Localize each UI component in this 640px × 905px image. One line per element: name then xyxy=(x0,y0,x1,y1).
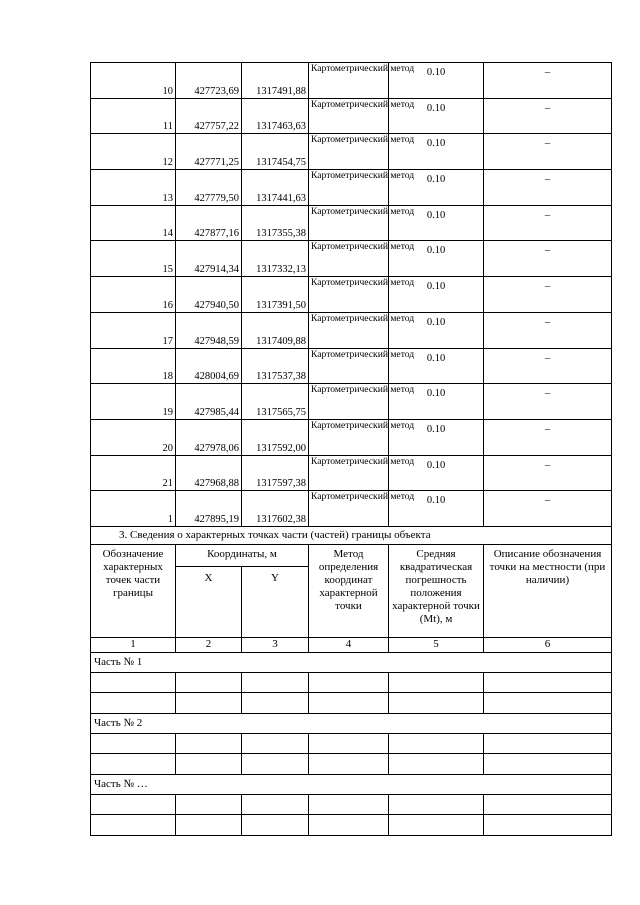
point-accuracy: 0.10 xyxy=(389,312,484,348)
empty-cell xyxy=(484,794,612,815)
part-row xyxy=(91,713,612,733)
empty-cell xyxy=(484,733,612,754)
header-designation: Обозначение характерных точек части границы xyxy=(91,544,176,637)
empty-row xyxy=(91,672,612,693)
empty-cell xyxy=(176,815,242,836)
point-method: Картометрический метод xyxy=(309,170,389,206)
column-numbers-row xyxy=(91,637,612,652)
part-row xyxy=(91,774,612,794)
point-accuracy: 0.10 xyxy=(389,241,484,277)
column-number: 4 xyxy=(309,637,389,652)
point-number: 15 xyxy=(91,241,176,277)
point-row xyxy=(91,312,612,348)
point-method: Картометрический метод xyxy=(309,98,389,134)
point-y: 1317602,38 xyxy=(242,491,309,527)
point-x: 427985,44 xyxy=(176,384,242,420)
point-accuracy: 0.10 xyxy=(389,419,484,455)
point-number: 12 xyxy=(91,134,176,170)
point-description: – xyxy=(484,455,612,491)
point-method: Картометрический метод xyxy=(309,491,389,527)
empty-cell xyxy=(309,733,389,754)
header-x: X xyxy=(176,566,242,637)
point-description: – xyxy=(484,205,612,241)
point-method: Картометрический метод xyxy=(309,63,389,99)
column-number: 3 xyxy=(242,637,309,652)
point-x: 427948,59 xyxy=(176,312,242,348)
empty-cell xyxy=(176,672,242,693)
empty-cell xyxy=(91,794,176,815)
point-row xyxy=(91,277,612,313)
empty-cell xyxy=(242,693,309,714)
point-x: 427968,88 xyxy=(176,455,242,491)
point-x: 427914,34 xyxy=(176,241,242,277)
point-number: 11 xyxy=(91,98,176,134)
coordinates-table xyxy=(90,62,612,836)
empty-cell xyxy=(91,672,176,693)
part-label: Часть № 1 xyxy=(91,652,612,672)
point-x: 427723,69 xyxy=(176,63,242,99)
point-y: 1317597,38 xyxy=(242,455,309,491)
point-description: – xyxy=(484,277,612,313)
point-y: 1317491,88 xyxy=(242,63,309,99)
empty-cell xyxy=(389,815,484,836)
point-description: – xyxy=(484,63,612,99)
point-row xyxy=(91,419,612,455)
section-title: 3. Сведения о характерных точках части (частей) границы объекта xyxy=(91,526,612,544)
empty-cell xyxy=(91,754,176,775)
point-description: – xyxy=(484,170,612,206)
point-description: – xyxy=(484,419,612,455)
point-method: Картометрический метод xyxy=(309,241,389,277)
point-method: Картометрический метод xyxy=(309,348,389,384)
part-label: Часть № 2 xyxy=(91,713,612,733)
point-row xyxy=(91,455,612,491)
empty-row xyxy=(91,815,612,836)
point-y: 1317565,75 xyxy=(242,384,309,420)
empty-row xyxy=(91,693,612,714)
point-row xyxy=(91,134,612,170)
empty-cell xyxy=(242,672,309,693)
point-accuracy: 0.10 xyxy=(389,348,484,384)
point-description: – xyxy=(484,134,612,170)
empty-cell xyxy=(484,693,612,714)
column-number: 6 xyxy=(484,637,612,652)
point-x: 427940,50 xyxy=(176,277,242,313)
point-y: 1317355,38 xyxy=(242,205,309,241)
point-description: – xyxy=(484,241,612,277)
header-method: Метод определения координат характерной точки xyxy=(309,544,389,637)
empty-cell xyxy=(309,754,389,775)
point-row xyxy=(91,241,612,277)
empty-cell xyxy=(242,794,309,815)
point-row xyxy=(91,63,612,99)
point-x: 427757,22 xyxy=(176,98,242,134)
point-row xyxy=(91,491,612,527)
point-method: Картометрический метод xyxy=(309,384,389,420)
point-x: 427779,50 xyxy=(176,170,242,206)
point-accuracy: 0.10 xyxy=(389,63,484,99)
point-accuracy: 0.10 xyxy=(389,205,484,241)
point-y: 1317454,75 xyxy=(242,134,309,170)
point-method: Картометрический метод xyxy=(309,312,389,348)
point-y: 1317391,50 xyxy=(242,277,309,313)
point-method: Картометрический метод xyxy=(309,455,389,491)
point-number: 20 xyxy=(91,419,176,455)
point-y: 1317537,38 xyxy=(242,348,309,384)
empty-cell xyxy=(91,733,176,754)
point-accuracy: 0.10 xyxy=(389,134,484,170)
point-number: 14 xyxy=(91,205,176,241)
empty-row xyxy=(91,794,612,815)
point-x: 428004,69 xyxy=(176,348,242,384)
empty-cell xyxy=(484,672,612,693)
point-x: 427877,16 xyxy=(176,205,242,241)
empty-cell xyxy=(389,672,484,693)
point-number: 21 xyxy=(91,455,176,491)
point-description: – xyxy=(484,348,612,384)
empty-row xyxy=(91,754,612,775)
point-method: Картометрический метод xyxy=(309,277,389,313)
empty-cell xyxy=(389,794,484,815)
empty-cell xyxy=(389,693,484,714)
point-description: – xyxy=(484,491,612,527)
empty-cell xyxy=(309,672,389,693)
empty-cell xyxy=(484,815,612,836)
empty-cell xyxy=(389,754,484,775)
point-method: Картометрический метод xyxy=(309,134,389,170)
empty-row xyxy=(91,733,612,754)
point-row xyxy=(91,348,612,384)
header-coords: Координаты, м xyxy=(176,544,309,566)
point-row xyxy=(91,98,612,134)
point-y: 1317332,13 xyxy=(242,241,309,277)
empty-cell xyxy=(91,815,176,836)
point-y: 1317592,00 xyxy=(242,419,309,455)
point-accuracy: 0.10 xyxy=(389,384,484,420)
empty-cell xyxy=(242,754,309,775)
empty-cell xyxy=(176,794,242,815)
empty-cell xyxy=(309,815,389,836)
header-y: Y xyxy=(242,566,309,637)
point-y: 1317463,63 xyxy=(242,98,309,134)
header-description: Описание обозначения точки на местности (при наличии) xyxy=(484,544,612,637)
header-row xyxy=(91,544,612,566)
empty-cell xyxy=(309,693,389,714)
point-number: 16 xyxy=(91,277,176,313)
empty-cell xyxy=(91,693,176,714)
point-y: 1317409,88 xyxy=(242,312,309,348)
point-row xyxy=(91,205,612,241)
point-method: Картометрический метод xyxy=(309,419,389,455)
point-x: 427895,19 xyxy=(176,491,242,527)
column-number: 5 xyxy=(389,637,484,652)
column-number: 2 xyxy=(176,637,242,652)
point-accuracy: 0.10 xyxy=(389,170,484,206)
header-accuracy: Средняя квадратическая погрешность положения характерной точки (Mt), м xyxy=(389,544,484,637)
point-y: 1317441,63 xyxy=(242,170,309,206)
point-x: 427978,06 xyxy=(176,419,242,455)
point-accuracy: 0.10 xyxy=(389,455,484,491)
column-number: 1 xyxy=(91,637,176,652)
empty-cell xyxy=(309,794,389,815)
point-accuracy: 0.10 xyxy=(389,277,484,313)
part-label: Часть № … xyxy=(91,774,612,794)
point-row xyxy=(91,384,612,420)
empty-cell xyxy=(484,754,612,775)
point-row xyxy=(91,170,612,206)
empty-cell xyxy=(389,733,484,754)
part-row xyxy=(91,652,612,672)
point-description: – xyxy=(484,98,612,134)
point-number: 19 xyxy=(91,384,176,420)
point-number: 10 xyxy=(91,63,176,99)
empty-cell xyxy=(176,693,242,714)
point-number: 17 xyxy=(91,312,176,348)
point-method: Картометрический метод xyxy=(309,205,389,241)
point-number: 18 xyxy=(91,348,176,384)
empty-cell xyxy=(242,815,309,836)
point-number: 1 xyxy=(91,491,176,527)
empty-cell xyxy=(176,733,242,754)
empty-cell xyxy=(176,754,242,775)
point-description: – xyxy=(484,384,612,420)
point-number: 13 xyxy=(91,170,176,206)
point-x: 427771,25 xyxy=(176,134,242,170)
point-accuracy: 0.10 xyxy=(389,98,484,134)
section-title-row xyxy=(91,526,612,544)
empty-cell xyxy=(242,733,309,754)
point-accuracy: 0.10 xyxy=(389,491,484,527)
point-description: – xyxy=(484,312,612,348)
